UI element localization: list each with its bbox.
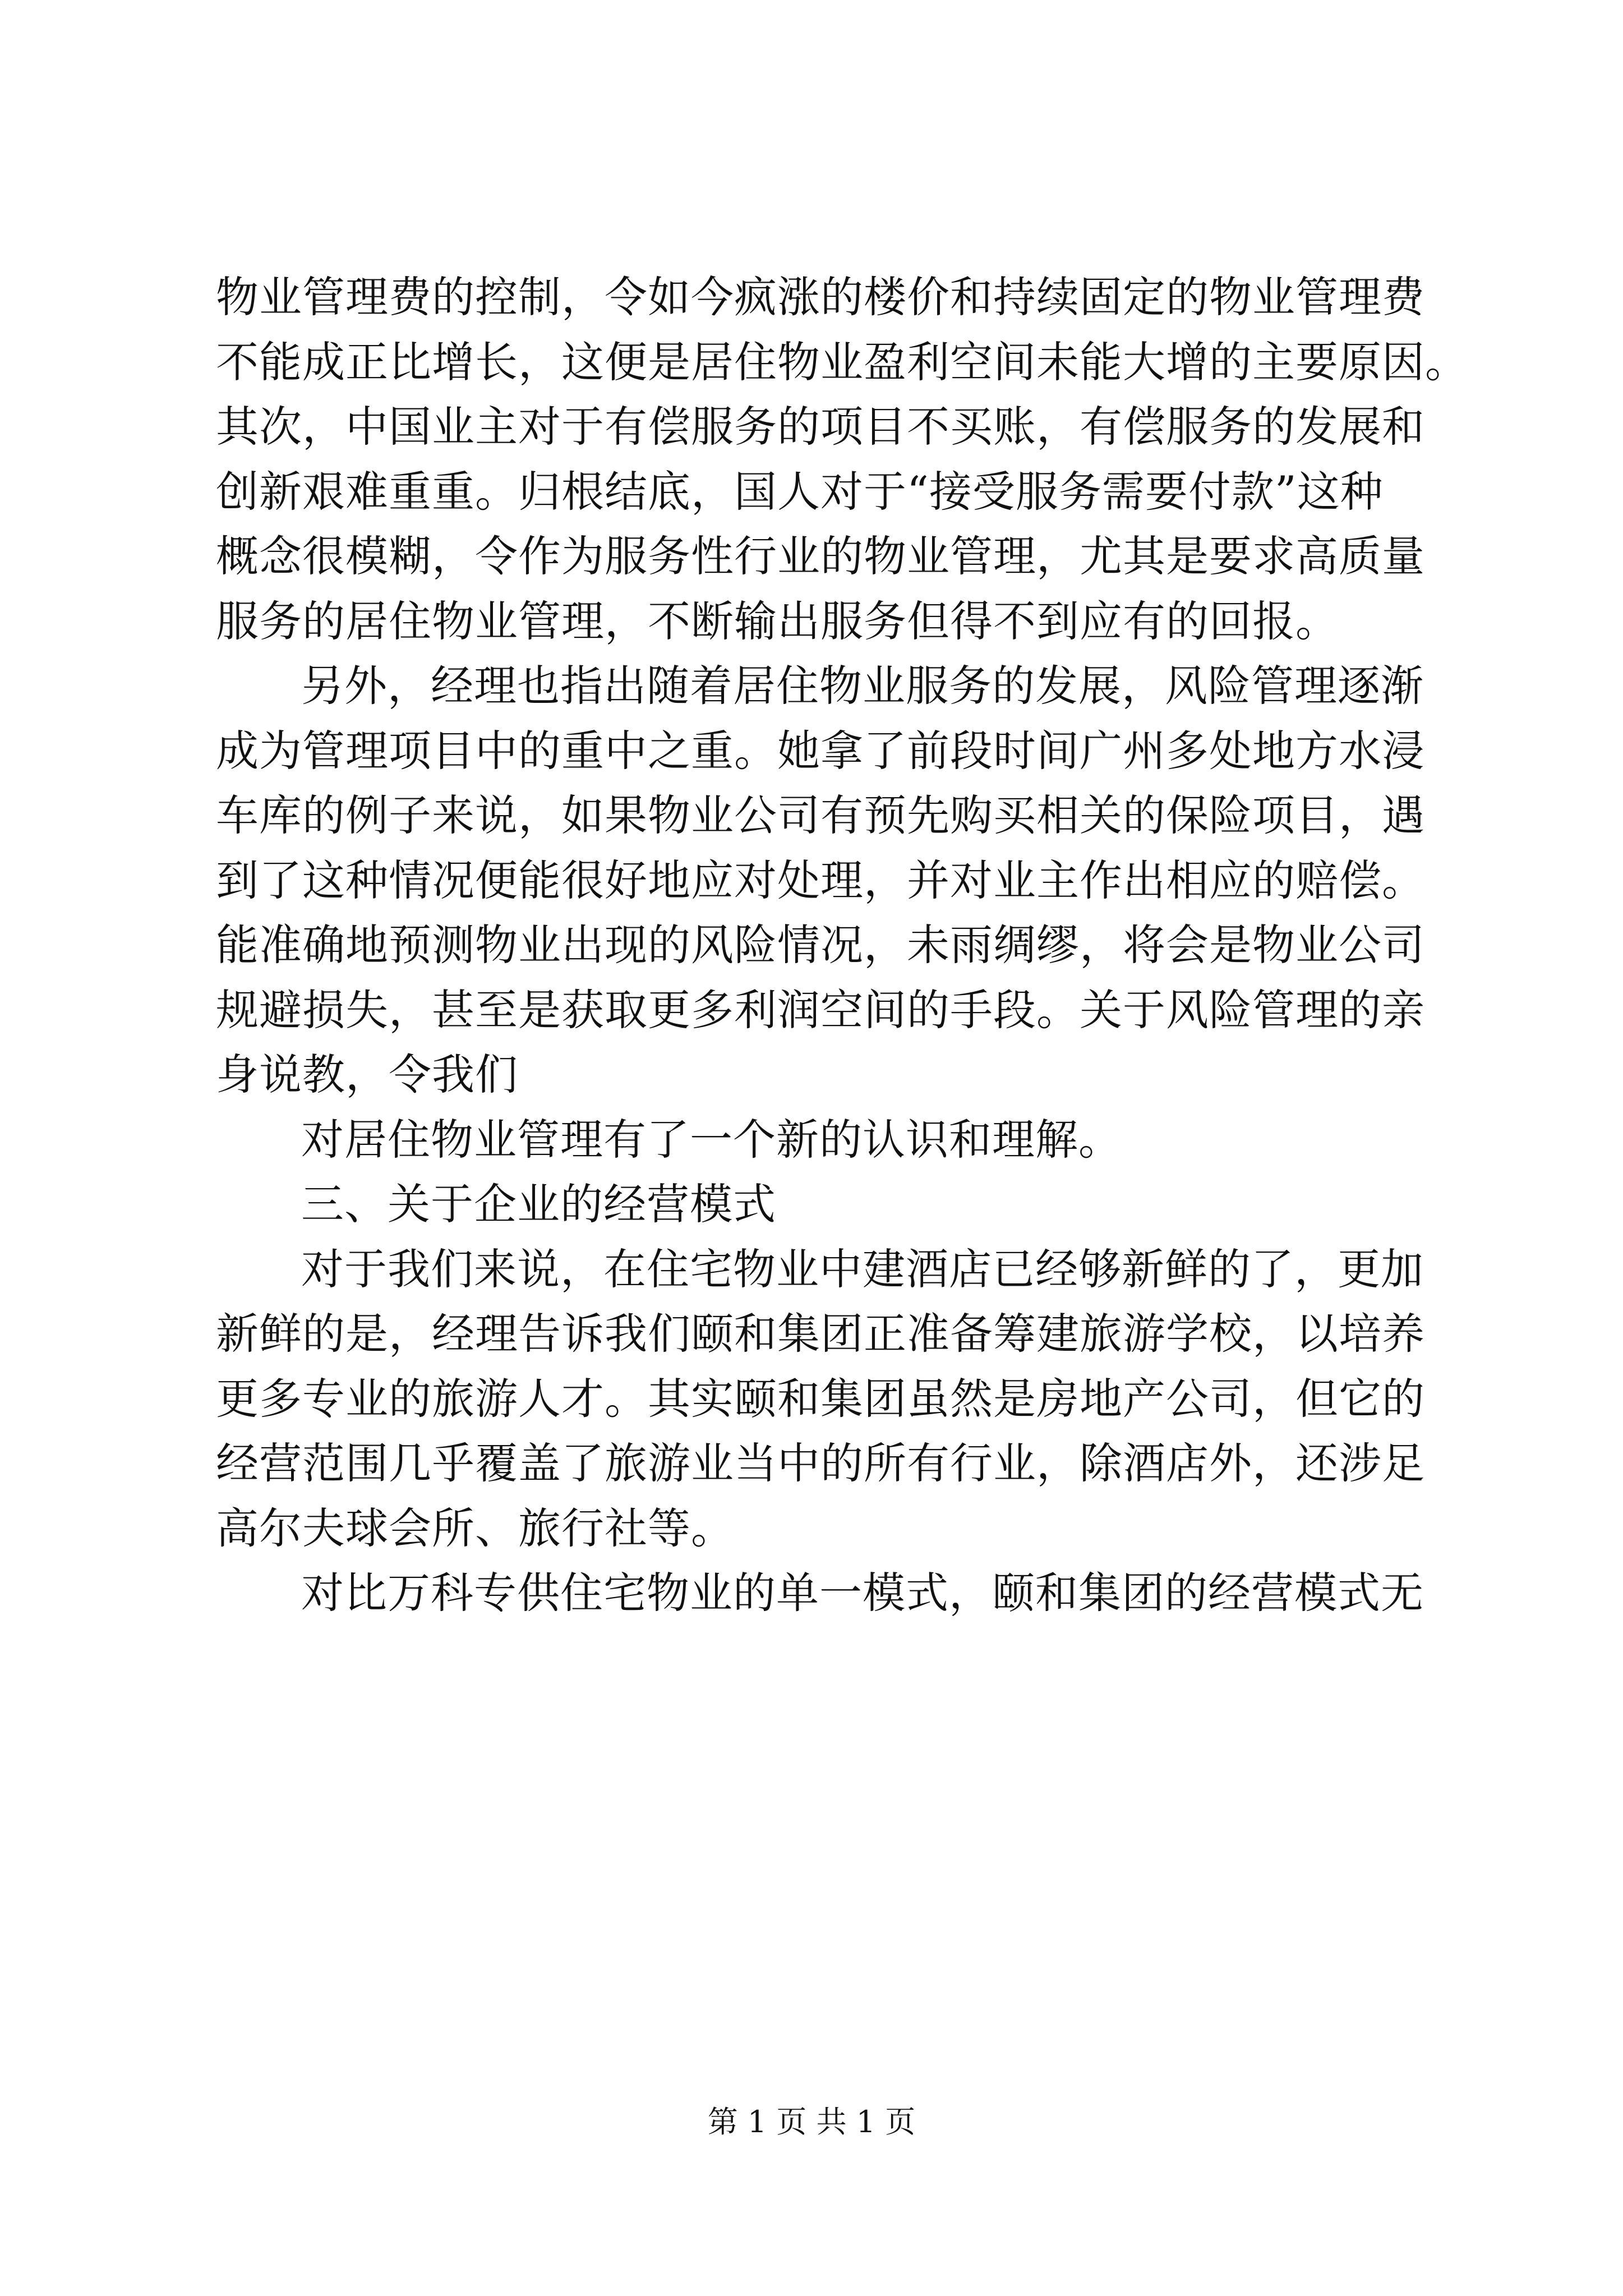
- text-line: 物业管理费的控制，令如今疯涨的楼价和持续固定的物业管理费: [216, 272, 1425, 322]
- paragraph-start-line: 对居住物业管理有了一个新的认识和理解。: [301, 1114, 1122, 1165]
- text-line: 高尔夫球会所、旅行社等。: [216, 1503, 734, 1553]
- text-line: 创新艰难重重。归根结底，国人对于“接受服务需要付款”这种: [216, 466, 1384, 517]
- paragraph-start-line: 对于我们来说，在住宅物业中建酒店已经够新鲜的了，更加: [301, 1244, 1424, 1294]
- text-line: 规避损失，甚至是获取更多利润空间的手段。关于风险管理的亲: [216, 984, 1425, 1035]
- text-line: 到了这种情况便能很好地应对处理，并对业主作出相应的赔偿。: [216, 855, 1425, 905]
- paragraph-start-line: 另外，经理也指出随着居住物业服务的发展，风险管理逐渐: [301, 661, 1424, 711]
- text-line: 更多专业的旅游人才。其实颐和集团虽然是房地产公司，但它的: [216, 1373, 1425, 1424]
- text-line: 服务的居住物业管理，不断输出服务但得不到应有的回报。: [216, 596, 1339, 646]
- text-line: 成为管理项目中的重中之重。她拿了前段时间广州多处地方水浸: [216, 725, 1425, 776]
- section-heading: 三、关于企业的经营模式: [301, 1179, 776, 1229]
- text-line: 不能成正比增长，这便是居住物业盈利空间未能大增的主要原因。: [216, 337, 1468, 387]
- text-line: 经营范围几乎覆盖了旅游业当中的所有行业，除酒店外，还涉足: [216, 1438, 1425, 1488]
- text-line: 其次，中国业主对于有偿服务的项目不买账，有偿服务的发展和: [216, 402, 1425, 452]
- text-line: 能准确地预测物业出现的风险情况，未雨绸缪，将会是物业公司: [216, 920, 1425, 970]
- body-text: [216, 265, 1468, 1626]
- text-line: 新鲜的是，经理告诉我们颐和集团正准备筹建旅游学校，以培养: [216, 1309, 1425, 1359]
- text-line: 车库的例子来说，如果物业公司有预先购买相关的保险项目，遇: [216, 790, 1425, 840]
- text-line: 概念很模糊，令作为服务性行业的物业管理，尤其是要求高质量: [216, 531, 1425, 581]
- page-number-footer: 第 1 页 共 1 页: [707, 2104, 916, 2139]
- text-line: 身说教，令我们: [216, 1050, 518, 1099]
- paragraph-start-line: 对比万科专供住宅物业的单一模式，颐和集团的经营模式无: [301, 1568, 1424, 1618]
